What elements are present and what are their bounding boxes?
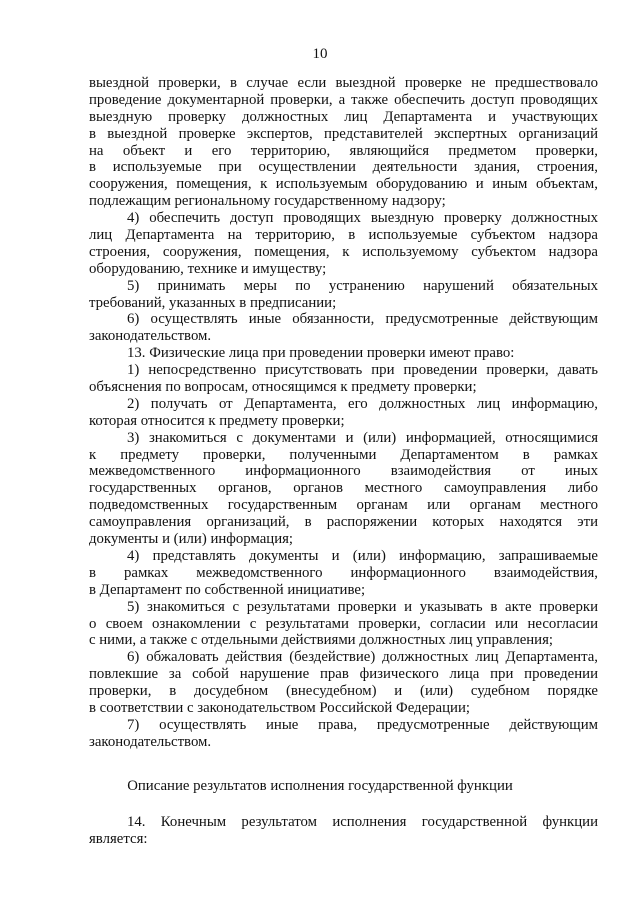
text-line: 5) принимать меры по устранению нарушений обязательных [127, 277, 598, 294]
section-heading: Описание результатов исполнения государственной функции [127, 778, 513, 794]
text-line: государственных органов, органов местного самоуправления либо [89, 480, 598, 497]
text-line: с ними, а также с отдельными действиями должностных лиц управления; [89, 632, 554, 649]
text-line: межведомственного информационного взаимодействия от иных [89, 463, 598, 480]
text-line: которая относится к предмету проверки; [89, 412, 345, 429]
text-line: проведение документарной проверки, а также обеспечить доступ проводящих [89, 91, 598, 108]
body-text [89, 75, 598, 751]
text-line: 4) представлять документы и (или) информацию, запрашиваемые [127, 547, 598, 564]
text-line: выездную проверку должностных лиц Департамента и участвующих [89, 108, 598, 125]
text-line: в соответствии с законодательством Российской Федерации; [89, 699, 470, 716]
text-line: проверки, в досудебном (внесудебном) и (или) судебном порядке [89, 683, 598, 700]
text-line: в используемые при осуществлении деятельности здания, строения, [89, 159, 598, 176]
text-line: подведомственных государственным органам или органам местного [89, 497, 598, 514]
text-line: 5) знакомиться с результатами проверки и указывать в акте проверки [127, 598, 598, 615]
text-line: на объект и его территорию, являющийся предметом проверки, [89, 142, 598, 159]
page-number: 10 [312, 46, 328, 62]
text-line: лиц Департамента на территорию, в используемые субъектом надзора [89, 227, 598, 244]
text-line: в рамках межведомственного информационного взаимодействия, [89, 564, 598, 581]
text-line: 6) осуществлять иные обязанности, предусмотренные действующим [127, 311, 598, 328]
text-line: 4) обеспечить доступ проводящих выездную проверку должностных [127, 210, 598, 227]
text-line: является: [89, 830, 148, 847]
text-line: подлежащим региональному государственному надзору; [89, 193, 446, 210]
text-line: 14. Конечным результатом исполнения государственной функции [127, 814, 598, 830]
text-line: 2) получать от Департамента, его должностных лиц информацию, [127, 395, 598, 412]
text-line: сооружения, помещения, к используемым оборудованию и иным объектам, [89, 176, 598, 193]
text-line: о своем ознакомлении с результатами проверки, согласии или несогласии [89, 615, 598, 632]
text-line: оборудованию, технике и имуществу; [89, 260, 327, 277]
text-line: выездной проверки, в случае если выездной проверке не предшествовало [89, 75, 598, 91]
text-line: 13. Физические лица при проведении проверки имеют право: [127, 345, 515, 362]
text-line: самоуправления организаций, в распоряжении которых находятся эти [89, 514, 598, 531]
text-line: повлекшие за собой нарушение прав физического лица при проведении [89, 666, 598, 683]
text-line: в выездной проверке экспертов, представителей экспертных организаций [89, 125, 598, 142]
text-line: требований, указанных в предписании; [89, 294, 337, 311]
text-line: документы и (или) информация; [89, 531, 294, 548]
text-line: 3) знакомиться с документами и (или) информацией, относящимися [127, 429, 598, 446]
text-line: законодательством. [89, 328, 212, 345]
text-line: объяснения по вопросам, относящимся к предмету проверки; [89, 379, 477, 396]
text-line: к предмету проверки, полученными Департаментом в рамках [89, 446, 598, 463]
text-line: 1) непосредственно присутствовать при проведении проверки, давать [127, 362, 598, 379]
text-line: в Департамент по собственной инициативе; [89, 581, 366, 598]
text-line: законодательством. [89, 733, 212, 750]
text-line: 6) обжаловать действия (бездействие) должностных лиц Департамента, [127, 649, 598, 666]
text-line: 7) осуществлять иные права, предусмотренные действующим [127, 716, 598, 733]
text-line: строения, сооружения, помещения, к используемому субъектом надзора [89, 243, 598, 260]
tail-text [89, 814, 598, 848]
